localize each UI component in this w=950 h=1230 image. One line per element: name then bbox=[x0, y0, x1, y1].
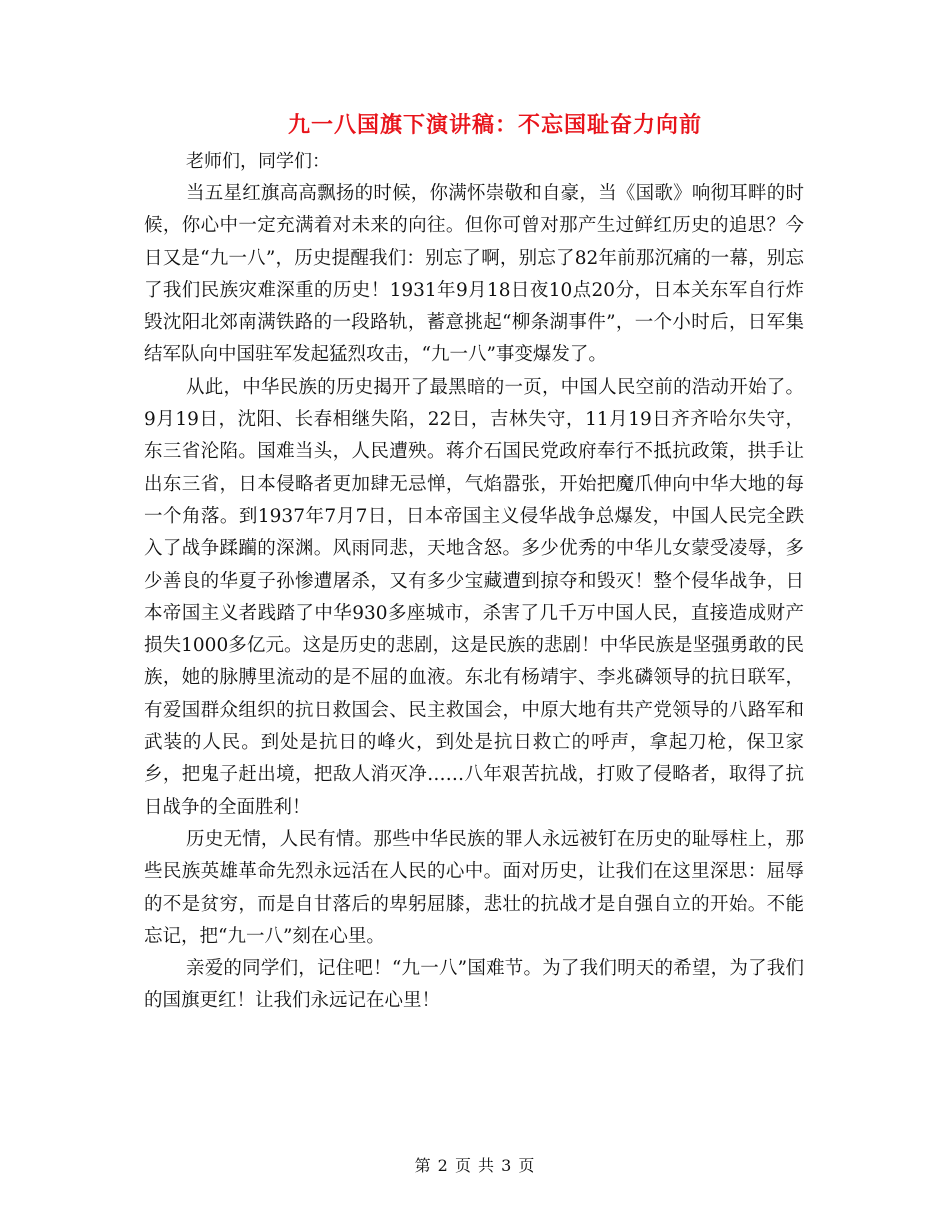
paragraph-4: 亲爱的同学们，记住吧！“九一八”国难节。为了我们明天的希望，为了我们的国旗更红！让我们永远记在心里！ bbox=[144, 958, 804, 1012]
document-body bbox=[144, 146, 804, 1018]
paragraph-1: 当五星红旗高高飘扬的时候，你满怀崇敬和自豪，当《国歌》响彻耳畔的时候，你心中一定充满着对未来的向往。但你可曾对那产生过鲜红历史的追思？今日又是“九一八”，历史提醒我们：别忘了啊，别忘了82年前那沉痛的一幕，别忘了我们民族灾难深重的历史！1931年9月18日夜10点20分，日本关东军自行炸毁沈阳北郊南满铁路的一段路轨，蓄意挑起“柳条湖事件”，一个小时后，日军集结军队向中国驻军发起猛烈攻击，“九一八”事变爆发了。 bbox=[144, 183, 804, 366]
document-title: 九一八国旗下演讲稿：不忘国耻奋力向前 bbox=[287, 113, 702, 138]
salutation: 老师们，同学们： bbox=[186, 151, 330, 172]
paragraph-2: 从此，中华民族的历史揭开了最黑暗的一页，中国人民空前的浩动开始了。9月19日，沈阳、长春相继失陷，22日，吉林失守，11月19日齐齐哈尔失守，东三省沦陷。国难当头，人民遭殃。蒋介石国民党政府奉行不抵抗政策，拱手让出东三省，日本侵略者更加肆无忌惮，气焰嚣张，开始把魔爪伸向中华大地的每一个角落。到1937年7月7日，日本帝国主义侵华战争总爆发，中国人民完全跌入了战争蹂躏的深渊。风雨同悲，天地含怒。多少优秀的中华儿女蒙受凌辱，多少善良的华夏子孙惨遭屠杀，又有多少宝藏遭到掠夺和毁灭！整个侵华战争，日本帝国主义者践踏了中华930多座城市，杀害了几千万中国人民，直接造成财产损失1000多亿元。这是历史的悲剧，这是民族的悲剧！中华民族是坚强勇敢的民族，她的脉膊里流动的是不屈的血液。东北有杨靖宇、李兆磷领导的抗日联军，有爱国群众组织的抗日救国会、民主救国会，中原大地有共产党领导的八路军和武装的人民。到处是抗日的峰火，到处是抗日救亡的呼声，拿起刀枪，保卫家乡，把鬼子赶出境，把敌人消灭净……八年艰苦抗战，打败了侵略者，取得了抗日战争的全面胜利！ bbox=[144, 376, 804, 818]
page-number-footer: 第 2 页 共 3 页 bbox=[414, 1156, 536, 1175]
paragraph-3: 历史无情，人民有情。那些中华民族的罪人永远被钉在历史的耻辱柱上，那些民族英雄革命先烈永远活在人民的心中。面对历史，让我们在这里深思：屈辱的不是贫穷，而是自甘落后的卑躬屈膝，悲壮的抗战才是自强自立的开始。不能忘记，把“九一八”刻在心里。 bbox=[144, 828, 804, 947]
